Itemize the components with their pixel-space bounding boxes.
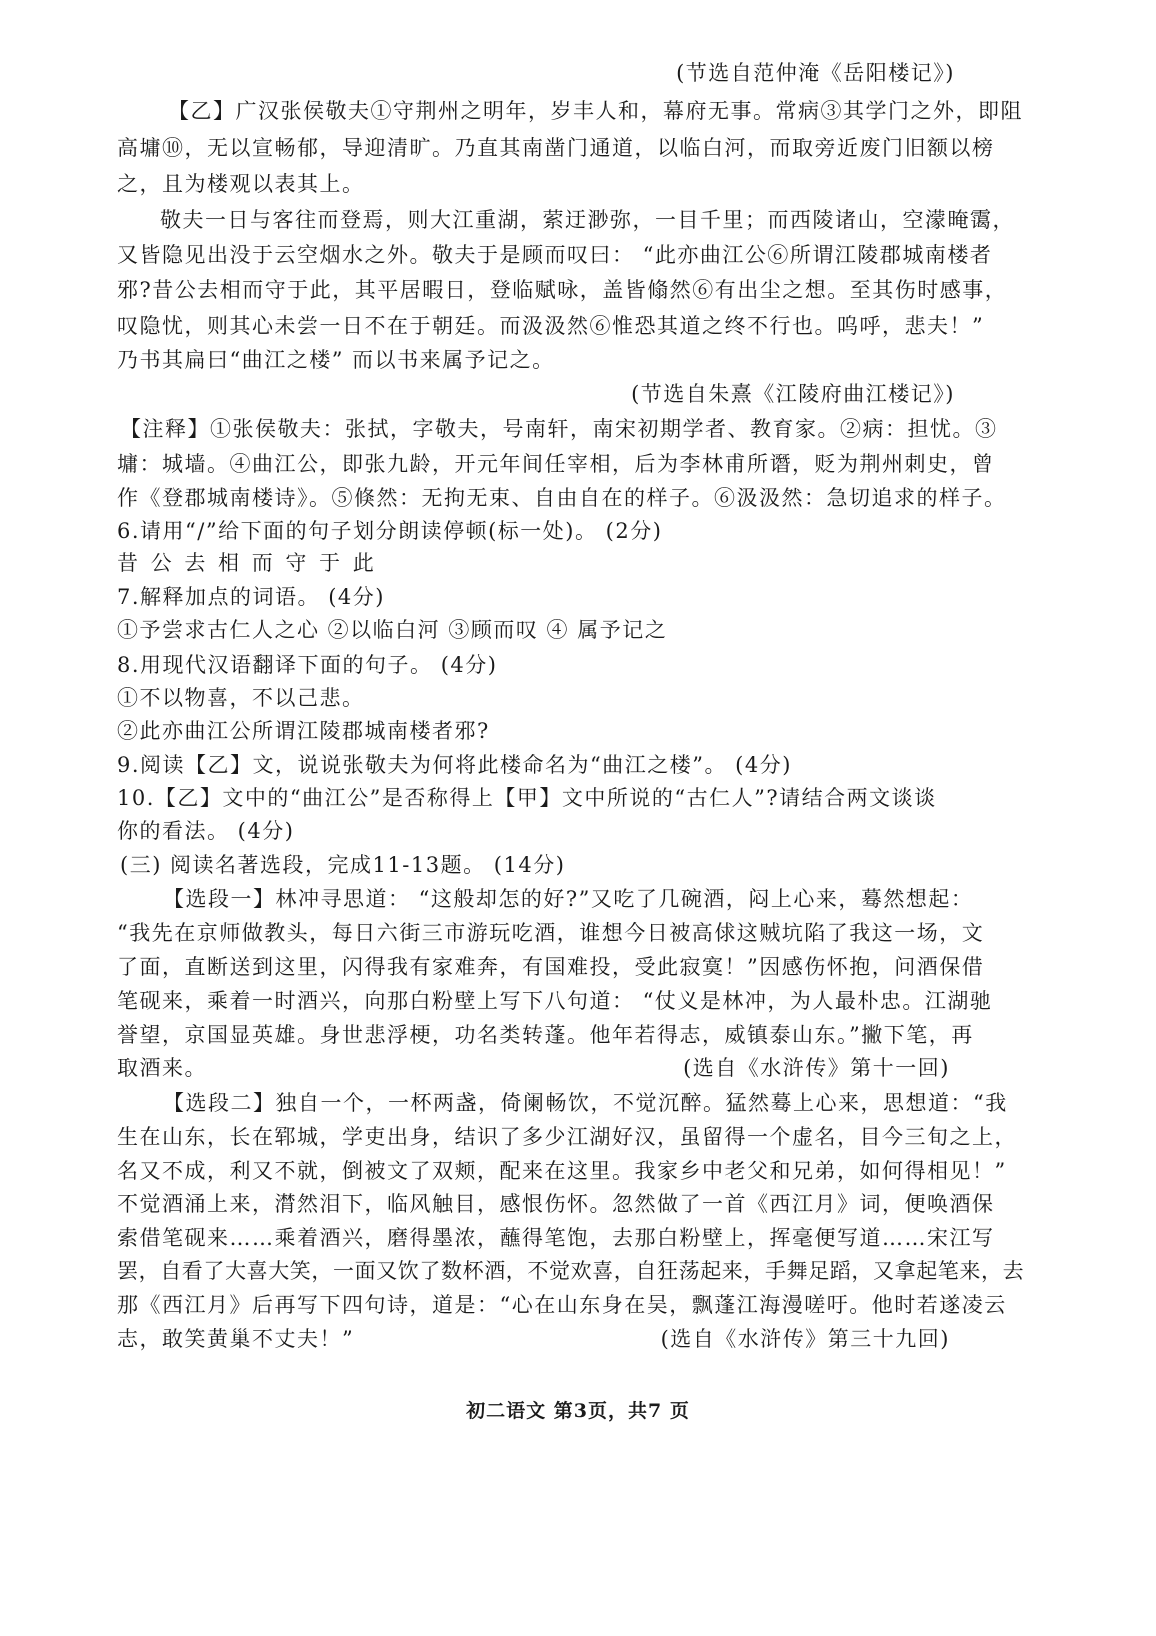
page-footer: 初二语文 第3页，共7 页 bbox=[466, 1400, 690, 1422]
question-10-line2: 你的看法。 (4分) bbox=[117, 819, 295, 843]
excerpt1-line1: 【选段一】林冲寻思道： “这般却怎的好?”又吃了几碗酒，闷上心来，蓦然想起： bbox=[163, 887, 974, 911]
excerpt2-line3: 名又不成，利又不就，倒被文了双颊，配来在这里。我家乡中老父和兄弟，如何得相见！” bbox=[117, 1159, 1007, 1183]
yi-para2-line3: 邪?昔公去相而守于此，其平居暇日，登临赋咏，盖皆翛然⑥有出尘之想。至其伤时感事， bbox=[117, 278, 1008, 302]
excerpt2-line2: 生在山东，长在郓城，学吏出身，结识了多少江湖好汉，虽留得一个虚名，目今三旬之上， bbox=[117, 1125, 1017, 1149]
excerpt2-line1: 【选段二】独自一个，一杯两盏，倚阑畅饮，不觉沉醉。猛然蓦上心来，思想道：“我 bbox=[163, 1091, 1008, 1115]
question-8: 8.用现代汉语翻译下面的句子。 (4分) bbox=[117, 653, 498, 677]
question-9: 9.阅读【乙】文，说说张敬夫为何将此楼命名为“曲江之楼”。 (4分) bbox=[117, 753, 792, 777]
yi-para2-line2: 又皆隐见出没于云空烟水之外。敬夫于是顾而叹曰： “此亦曲江公⑥所谓江陵郡城南楼者 bbox=[117, 243, 993, 267]
notes-line3: 作《登郡城南楼诗》。⑤倏然：无拘无束、自由自在的样子。⑥汲汲然：急切追求的样子。 bbox=[117, 486, 1007, 510]
yi-para1-line3: 之，且为楼观以表其上。 bbox=[117, 172, 365, 196]
notes-line1: 【注释】①张侯敬夫：张拭，字敬夫，号南轩，南宋初期学者、教育家。②病：担忧。③ bbox=[120, 417, 998, 441]
excerpt2-line6: 罢，自看了大喜大笑，一面又饮了数杯酒，不觉欢喜，自狂荡起来，手舞足蹈，又拿起笔来，去 bbox=[117, 1259, 1025, 1283]
yi-para1-line1: 【乙】广汉张侯敬夫①守荆州之明年，岁丰人和，幕府无事。常病③其学门之外，即阻 bbox=[168, 99, 1023, 123]
question-7: 7.解释加点的词语。 (4分) bbox=[117, 585, 385, 609]
yi-para2-line4: 叹隐忧，则其心未尝一日不在于朝廷。而汲汲然⑥惟恐其道之终不行也。呜呼，悲夫！” bbox=[117, 314, 985, 338]
excerpt1-line4: 笔砚来，乘着一时酒兴，向那白粉壁上写下八句道： “仗义是林冲，为人最朴忠。江湖驰 bbox=[117, 989, 993, 1013]
excerpt2-source: (选自《水浒传》第三十九回) bbox=[660, 1327, 950, 1351]
jia-source: (节选自范仲淹《岳阳楼记》) bbox=[676, 61, 955, 85]
excerpt1-line3: 了面，直断送到这里，闪得我有家难奔，有国难投，受此寂寞！”因感伤怀抱，问酒保借 bbox=[117, 955, 985, 979]
excerpt2-line7: 那《西江月》后再写下四句诗，道是：“心在山东身在吴，飘蓬江海漫嗟吁。他时若遂凌云 bbox=[117, 1293, 1007, 1317]
excerpt1-line6: 取酒来。 bbox=[117, 1056, 207, 1080]
question-10-line1: 10.【乙】文中的“曲江公”是否称得上【甲】文中所说的“古仁人”?请结合两文谈谈 bbox=[117, 786, 937, 810]
excerpt1-line2: “我先在京师做教头，每日六街三市游玩吃酒，谁想今日被高俅这贼坑陷了我这一场，文 bbox=[117, 921, 985, 945]
question-6-sentence: 昔 公 去 相 而 守 于 此 bbox=[117, 551, 377, 575]
excerpt2-line5: 索借笔砚来……乘着酒兴，磨得墨浓，蘸得笔饱，去那白粉壁上，挥毫便写道……宋江写 bbox=[117, 1226, 995, 1250]
excerpt2-line4: 不觉酒涌上来，潸然泪下，临风触目，感恨伤怀。忽然做了一首《西江月》词，便唤酒保 bbox=[117, 1192, 995, 1216]
question-8-item2: ②此亦曲江公所谓江陵郡城南楼者邪? bbox=[117, 719, 490, 743]
notes-line2: 墉：城墙。④曲江公，即张九龄，开元年间任宰相，后为李林甫所谮，贬为荆州刺史，曾 bbox=[117, 452, 995, 476]
excerpt1-source: (选自《水浒传》第十一回) bbox=[683, 1056, 950, 1080]
yi-para2-line5: 乃书其扁曰“曲江之楼” 而以书来属予记之。 bbox=[117, 348, 555, 372]
excerpt2-line8: 志，敢笑黄巢不丈夫！” bbox=[117, 1327, 355, 1351]
question-8-item1: ①不以物喜，不以己悲。 bbox=[117, 686, 365, 710]
yi-source: (节选自朱熹《江陵府曲江楼记》) bbox=[631, 382, 955, 406]
yi-para2-line1: 敬夫一日与客往而登焉，则大江重湖，萦迂渺弥，一目千里；而西陵诸山，空濛晻霭， bbox=[160, 208, 1015, 232]
excerpt1-line5: 誉望，京国显英雄。身世悲浮梗，功名类转蓬。他年若得志，威镇泰山东。”撇下笔，再 bbox=[117, 1023, 974, 1047]
question-7-items: ①予尝求古仁人之心 ②以临白河 ③顾而叹 ④ 属予记之 bbox=[117, 618, 668, 642]
section3-heading: (三) 阅读名著选段，完成11-13题。 (14分) bbox=[120, 853, 566, 877]
yi-para1-line2: 高墉⑩，无以宣畅郁，导迎清旷。乃直其南凿门通道，以临白河，而取旁近废门旧额以榜 bbox=[117, 136, 995, 160]
question-6: 6.请用“/”给下面的句子划分朗读停顿(标一处)。 (2分) bbox=[117, 519, 663, 543]
